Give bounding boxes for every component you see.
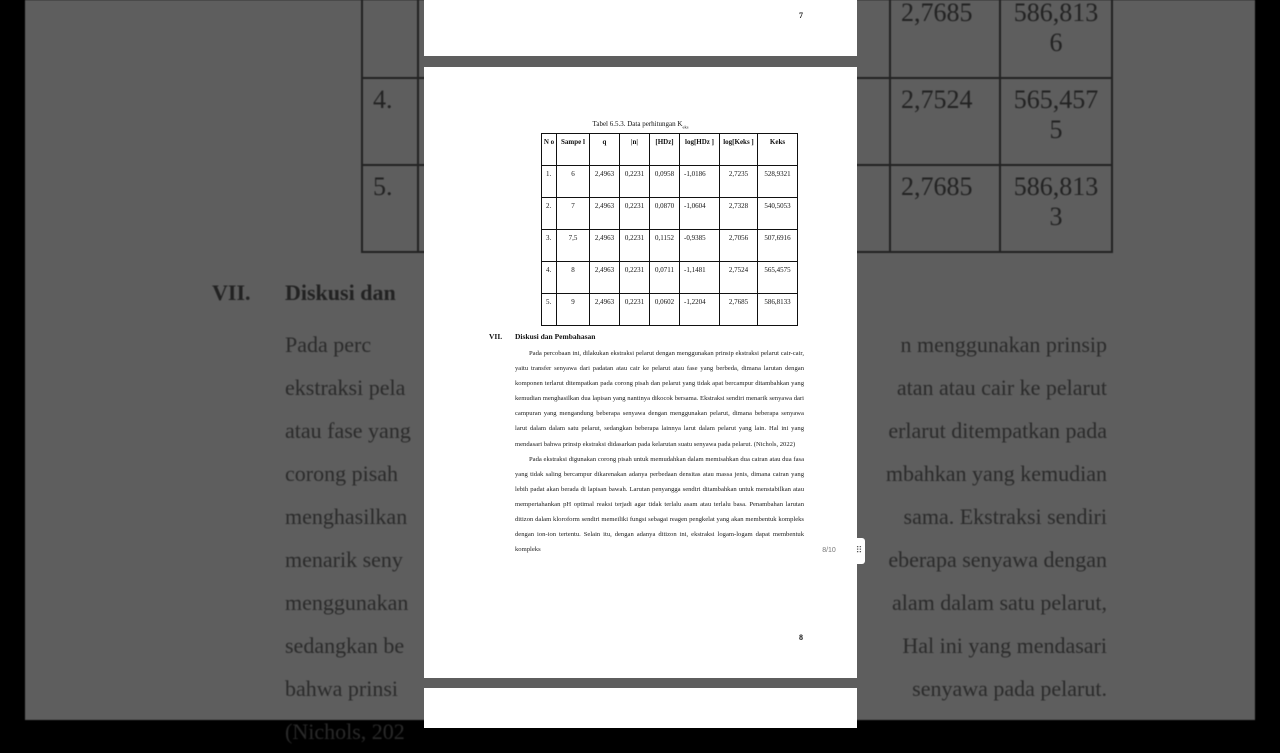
table-cell: 0,0602 [650, 294, 680, 326]
table-caption-text: Tabel 6.5.3. Data perhitungan K [592, 120, 683, 128]
table-header-cell: N o [542, 134, 557, 166]
table-cell: 8 [557, 262, 590, 294]
current-page [424, 67, 857, 678]
table-cell: 1. [542, 166, 557, 198]
bg-line-left: bahwa prinsi [285, 676, 399, 701]
data-table [541, 133, 798, 326]
table-cell: 3. [542, 230, 557, 262]
bg-cell: 5. [362, 165, 418, 252]
table-cell: 0,2231 [620, 262, 650, 294]
table-cell: 4. [542, 262, 557, 294]
bg-line-left: (Nichols, 202 [285, 719, 405, 744]
table-cell: 528,9321 [758, 166, 798, 198]
bg-cell: 4. [362, 78, 418, 165]
table-cell: -1,0604 [680, 198, 720, 230]
bg-cell [890, 0, 1000, 78]
table-cell: 540,5053 [758, 198, 798, 230]
table-header-cell: log[Keks ] [720, 134, 758, 166]
table-cell: 2,7685 [720, 294, 758, 326]
table-cell: 2,4963 [590, 262, 620, 294]
table-cell: 2. [542, 198, 557, 230]
bg-heading-number: VII. [212, 280, 251, 305]
bg-cell [362, 0, 418, 78]
table-row [542, 166, 798, 198]
table-cell: 2,7328 [720, 198, 758, 230]
bg-line-left: menggunakan [285, 590, 409, 615]
background-section-heading [212, 280, 396, 306]
bg-cell [1000, 0, 1112, 78]
bg-cell-text: 6 [1049, 28, 1063, 57]
table-row [542, 294, 798, 326]
table-cell: 6 [557, 166, 590, 198]
paragraph: Pada percobaan ini, dilakukan ekstraksi pelarut dengan menggunakan prinsip ekstraksi pelarut cair-cair, yaitu transfer senyawa dari padatan atau cair ke pelarut atau fase yang berbeda, dimana larutan dengan komponen terlarut ditempatkan pada corong pisah dan pelarut yang tidak apat bercampur ditambahkan yang kemudian menghasilkan dua lapisan yang nantinya dikocok bersama. Ekstraksi sendiri menarik senyawa dari campuran yang mengandung beberapa senyawa dengan menggunakan pelarut, dimana beberapa senyawa larut dalam dalam satu pelarut, sedangkan beberapa lainnya larut dalam pelarut yang lain. Hal ini yang mendasari bahwa prinsip ekstraksi didasarkan pada kelarutan suatu senyawa pada pelarut. (Nichols, 2022) [515, 350, 804, 448]
table-row [542, 230, 798, 262]
bg-line-left: menarik seny [285, 547, 403, 572]
table-cell: 2,4963 [590, 166, 620, 198]
table-cell: 0,2231 [620, 198, 650, 230]
bg-line-left: atau fase yang [285, 418, 411, 443]
bg-cell-text: 586,813 [1013, 0, 1099, 27]
table-cell: 2,7056 [720, 230, 758, 262]
page-number: 8 [799, 633, 803, 642]
bg-line-left: Pada perc [285, 332, 372, 357]
table-cell: 7,5 [557, 230, 590, 262]
table-caption-subscript: eks [682, 124, 689, 130]
bg-line-left: sedangkan be [285, 633, 405, 658]
section-number: VII. [489, 332, 503, 341]
bg-heading-text: Diskusi dan [285, 280, 396, 305]
paragraph: Pada ekstraksi digunakan corong pisah untuk memudahkan dalam memisahkan dua cairan atau dua fasa yang tidak saling bercampur dikarenakan adanya perbedaan densitas atau massa jenis, dimana cairan yang lebih padat akan berada di lapisan bawah. Larutan penyangga sendiri ditambahkan untuk menstabilkan atau mempertahankan pH optimal reaksi terjadi agar tidak terlalu asam atau terlalu basa. Penambahan larutan ditizon dalam kloroform sendiri memeiliki fungsi sebagai reagen pengkelat yang akan membentuk kompleks dengan ion-ion tertentu. Selain itu, dengan adanya ditizon ini, ekstraksi logam-logam dapat membentuk kompleks [515, 455, 804, 554]
bg-line-right: Hal ini yang mendasari [902, 633, 1107, 658]
table-header-cell: log[HDz ] [680, 134, 720, 166]
table-header-cell: Sampe l [557, 134, 590, 166]
table-cell: 2,4963 [590, 230, 620, 262]
table-cell: -1,2204 [680, 294, 720, 326]
body-text [515, 346, 804, 557]
next-page [424, 688, 857, 728]
page-indicator: 8/10 [818, 544, 840, 558]
table-caption [424, 120, 857, 129]
bg-line-right: n menggunakan prinsip [900, 332, 1107, 357]
bg-cell [1000, 78, 1112, 165]
table-cell: 0,0870 [650, 198, 680, 230]
table-header-row [542, 134, 798, 166]
table-cell: 0,0711 [650, 262, 680, 294]
section-heading [489, 332, 595, 341]
table-row [542, 198, 798, 230]
bg-line-right: erlarut ditempatkan pada [888, 418, 1107, 443]
table-cell: 5. [542, 294, 557, 326]
bg-cell: 2,7685 [890, 165, 1000, 252]
bg-line-right: sama. Ekstraksi sendiri [903, 504, 1107, 529]
table-cell: 7 [557, 198, 590, 230]
bg-cell-text: 565,457 [1013, 85, 1099, 114]
bg-cell [1000, 165, 1112, 252]
section-title: Diskusi dan Pembahasan [515, 332, 596, 341]
bg-cell-text: 3 [1049, 202, 1063, 231]
bg-cell-text: 2,7685 [901, 0, 973, 27]
table-cell: 0,2231 [620, 166, 650, 198]
bg-line-left: ekstraksi pela [285, 375, 406, 400]
bg-line-left: corong pisah [285, 461, 399, 486]
table-header-cell: |n| [620, 134, 650, 166]
table-cell: 0,2231 [620, 230, 650, 262]
previous-page [424, 0, 857, 56]
table-cell: 2,4963 [590, 198, 620, 230]
scroll-grip-icon[interactable]: ⠿ [853, 538, 865, 564]
bg-line-right: senyawa pada pelarut. [912, 676, 1107, 701]
bg-line-right: eberapa senyawa dengan [888, 547, 1107, 572]
table-cell: 565,4575 [758, 262, 798, 294]
table-cell: 0,1152 [650, 230, 680, 262]
table-cell: 2,4963 [590, 294, 620, 326]
table-row [542, 262, 798, 294]
table-cell: 2,7524 [720, 262, 758, 294]
bg-cell-text: 5 [1049, 115, 1063, 144]
table-cell: -1,1481 [680, 262, 720, 294]
table-cell: 9 [557, 294, 590, 326]
table-header-cell: [HDz] [650, 134, 680, 166]
table-cell: 2,7235 [720, 166, 758, 198]
bg-line-right: alam dalam satu pelarut, [891, 590, 1107, 615]
bg-line-left: menghasilkan [285, 504, 408, 529]
table-cell: -0,9385 [680, 230, 720, 262]
table-cell: 507,6916 [758, 230, 798, 262]
table-cell: -1,0186 [680, 166, 720, 198]
page-number: 7 [799, 11, 803, 20]
bg-cell-text: 586,813 [1013, 172, 1099, 201]
table-header-cell: q [590, 134, 620, 166]
table-header-cell: Keks [758, 134, 798, 166]
bg-line-right: atan atau cair ke pelarut [896, 375, 1107, 400]
bg-line-right: mbahkan yang kemudian [885, 461, 1107, 486]
bg-cell: 2,7524 [890, 78, 1000, 165]
table-cell: 586,8133 [758, 294, 798, 326]
table-cell: 0,2231 [620, 294, 650, 326]
table-cell: 0,0958 [650, 166, 680, 198]
